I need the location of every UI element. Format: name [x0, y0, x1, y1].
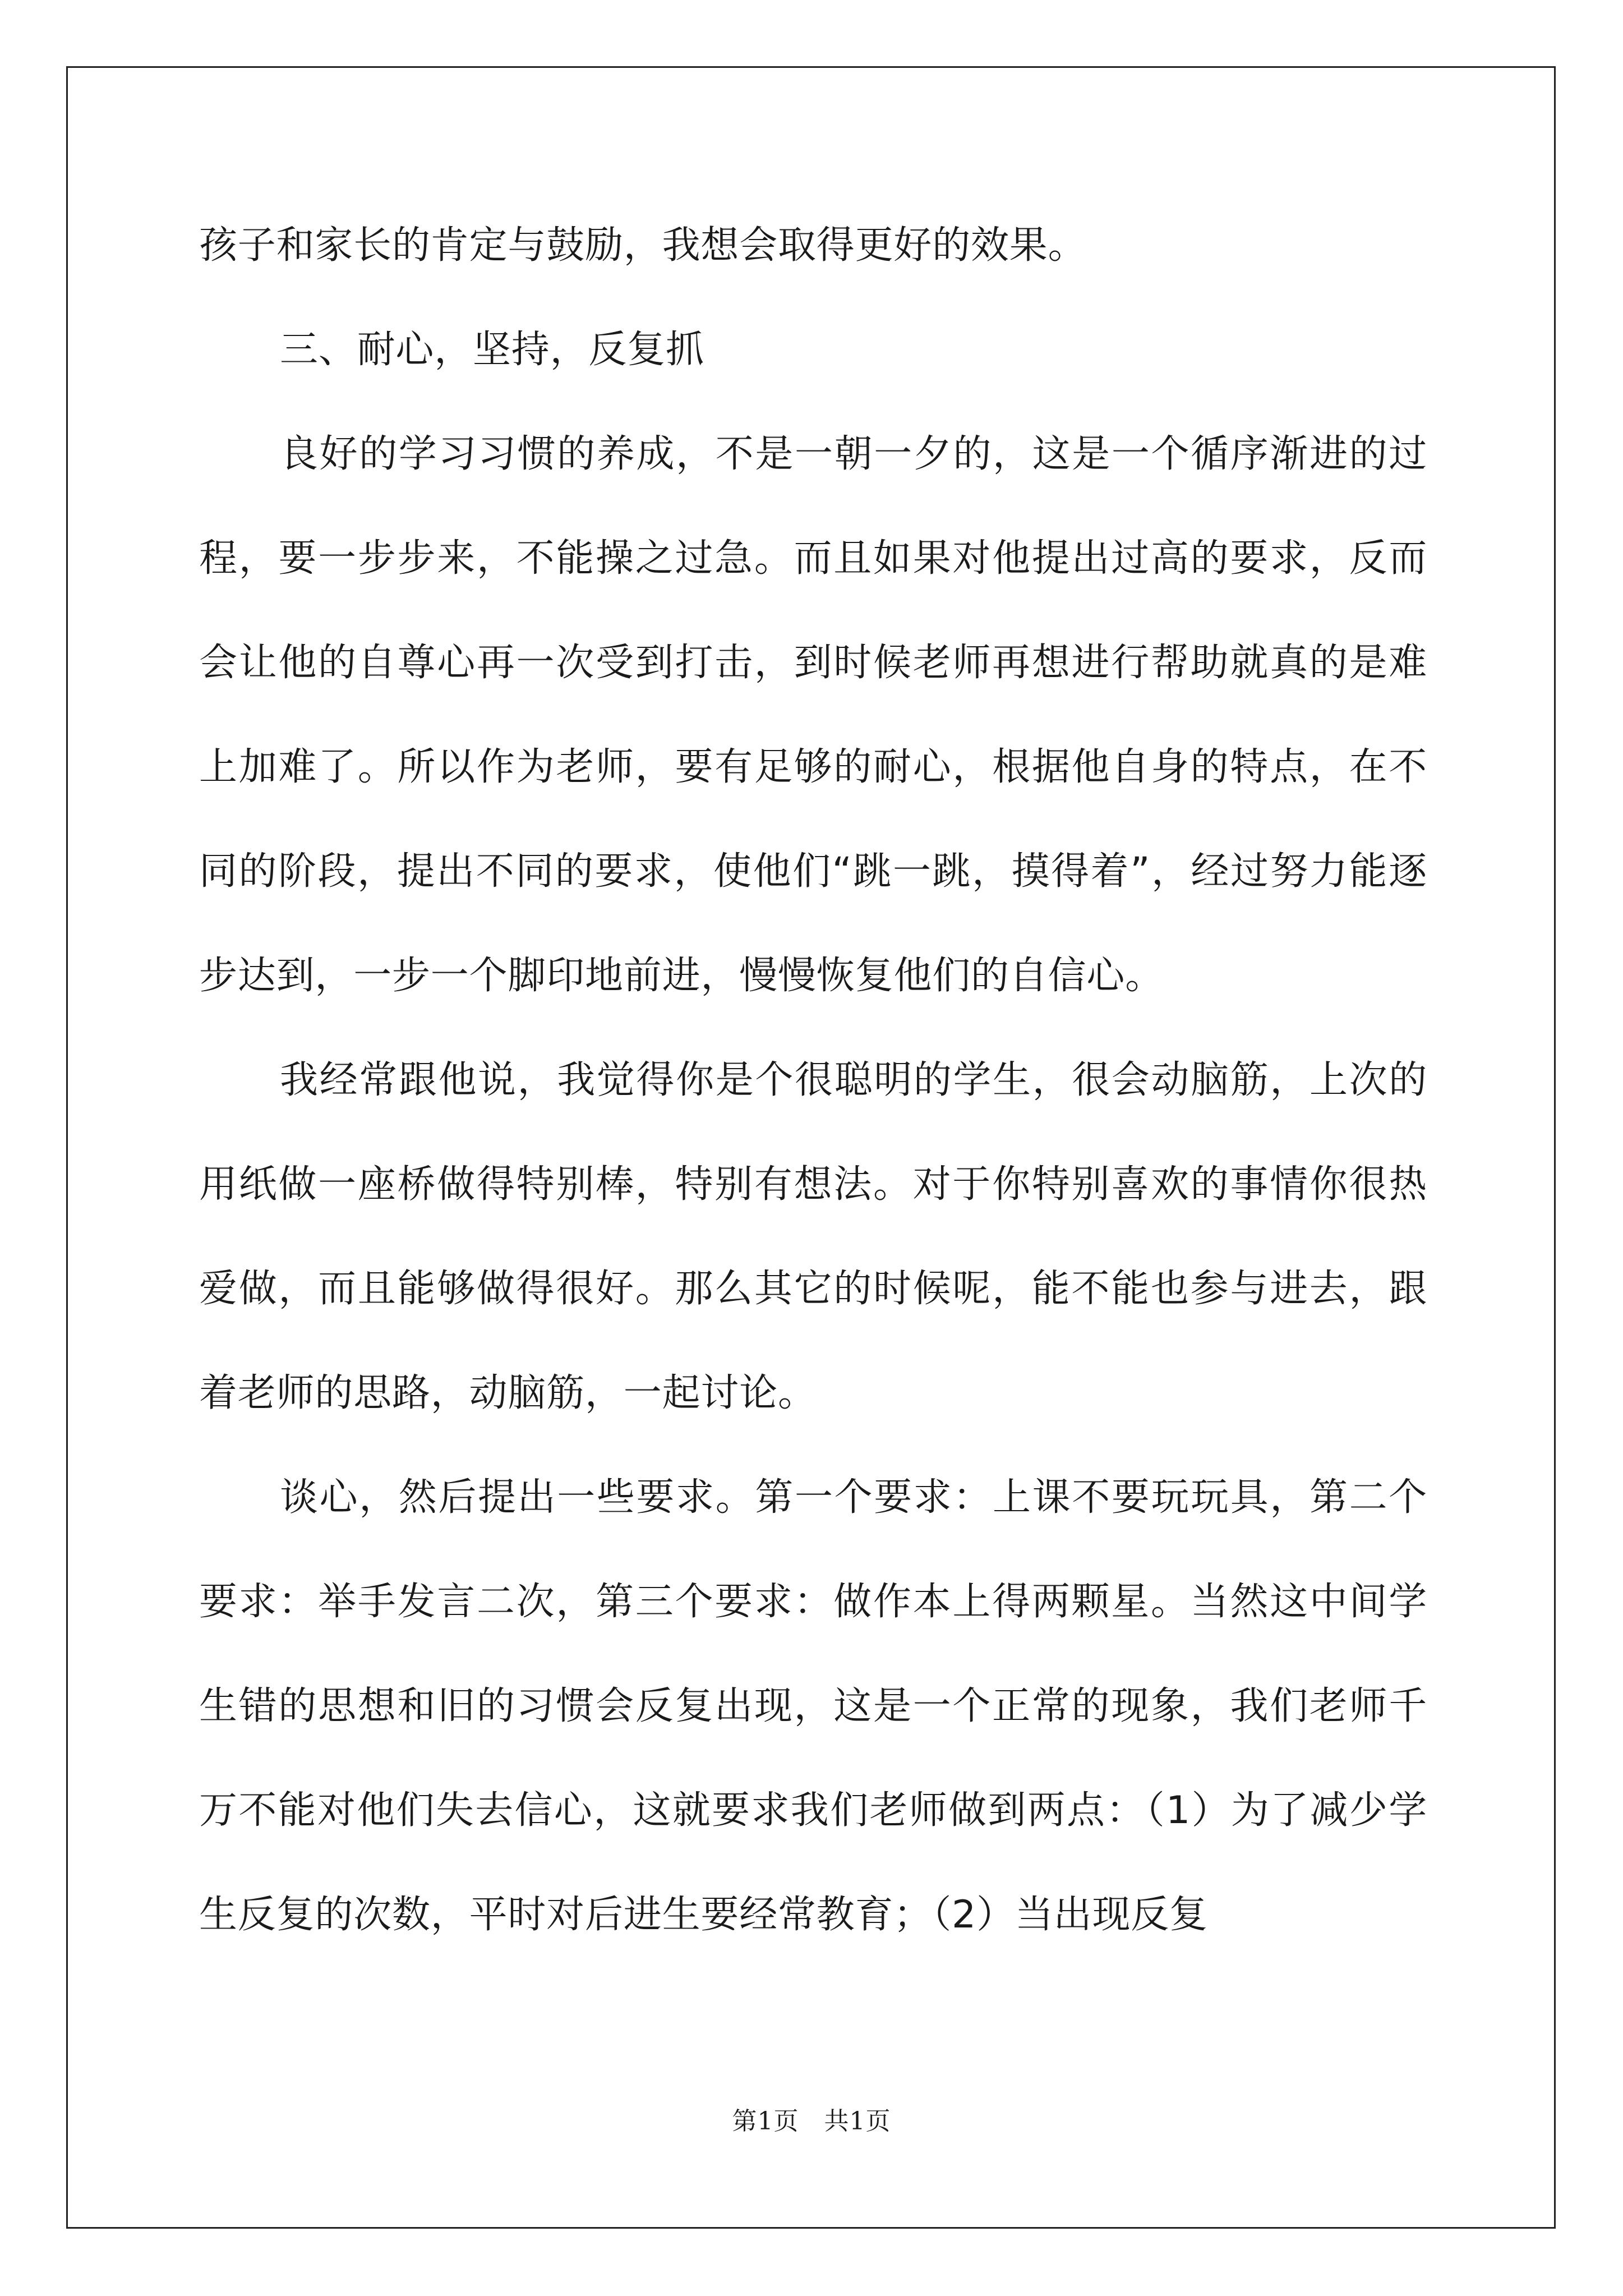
- paragraph-1: 孩子和家长的肯定与鼓励，我想会取得更好的效果。: [199, 223, 1087, 268]
- paragraph-3: 良好的学习习惯的养成，不是一朝一夕的，这是一个循序渐进的过程，要一步步来，不能操之过急。而且如果对他提出过高的要求，反而会让他的自尊心再一次受到打击，到时候老师再想进行帮助就真的是难上加难了。所以作为老师，要有足够的耐心，根据他自身的特点，在不同的阶段，提出不同的要求，使他们“跳一跳，摸得着”，经过努力能逐步达到，一步一个脚印地前进，慢慢恢复他们的自信心。: [199, 432, 1427, 998]
- paragraph-5: 谈心，然后提出一些要求。第一个要求：上课不要玩玩具，第二个要求：举手发言二次，第三个要求：做作本上得两颗星。当然这中间学生错的思想和旧的习惯会反复出现，这是一个正常的现象，我们老师千万不能对他们失去信心，这就要求我们老师做到两点：（1）为了减少学生反复的次数，平时对后进生要经常教育；（2）当出现反复: [199, 1475, 1427, 1937]
- document-body: [199, 194, 1427, 1967]
- section-heading: 三、耐心，坚持，反复抓: [280, 328, 704, 372]
- page-number-footer: 第1页 共1页: [732, 2107, 891, 2136]
- paragraph-4: 我经常跟他说，我觉得你是个很聪明的学生，很会动脑筋，上次的用纸做一座桥做得特别棒，特别有想法。对于你特别喜欢的事情你很热爱做，而且能够做得很好。那么其它的时候呢，能不能也参与进去，跟着老师的思路，动脑筋，一起讨论。: [199, 1058, 1427, 1415]
